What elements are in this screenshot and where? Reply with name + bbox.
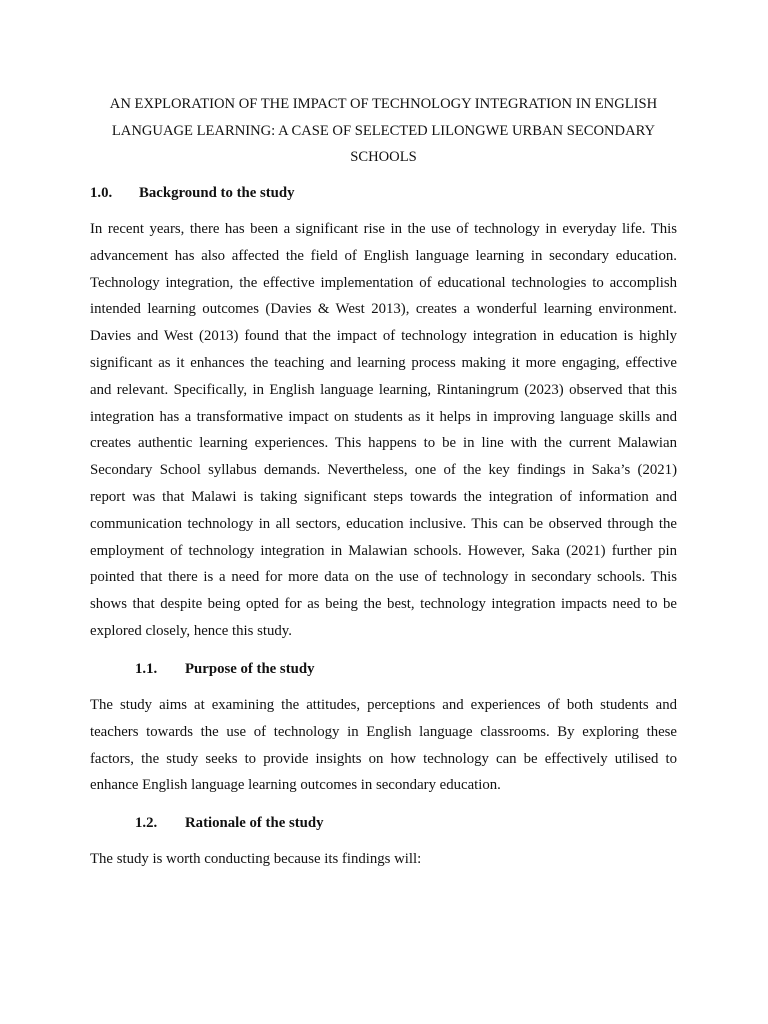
- paragraph-line: communication technology in all sectors, education inclusive. This can be observed through the: [90, 515, 677, 532]
- background-paragraph: [90, 216, 677, 645]
- paragraph-line: significant as it enhances the teaching and learning process making it more engaging, effective: [90, 354, 677, 371]
- section-number: 1.0.: [90, 185, 113, 201]
- paragraph-line: employment of technology integration in Malawian schools. However, Saka (2021) further pin: [90, 542, 677, 559]
- paragraph-line: teachers towards the use of technology in English language classrooms. By exploring these: [90, 723, 677, 740]
- section-title: Background to the study: [139, 185, 295, 201]
- section-title: Rationale of the study: [185, 815, 324, 831]
- paragraph-line: intended learning outcomes (Davies & West 2013), creates a wonderful learning environment.: [90, 301, 677, 318]
- paragraph-line: Technology integration, the effective implementation of educational technologies to accomplish: [90, 274, 677, 291]
- paragraph-line: In recent years, there has been a significant rise in the use of technology in everyday life. This: [90, 221, 677, 237]
- title-line: AN EXPLORATION OF THE IMPACT OF TECHNOLOGY INTEGRATION IN ENGLISH: [109, 96, 658, 112]
- paragraph-line: shows that despite being opted for as being the best, technology integration impacts need to be: [90, 596, 677, 613]
- paragraph-line: report was that Malawi is taking significant steps towards the integration of information and: [90, 488, 677, 505]
- document-title: [90, 91, 677, 171]
- paragraph-line: and relevant. Specifically, in English language learning, Rintaningrum (2023) observed that this: [90, 381, 677, 398]
- paragraph-line: advancement has also affected the field of English language learning in secondary education.: [90, 247, 677, 264]
- paragraph-line: pointed that there is a need for more data on the use of technology in secondary schools. This: [90, 569, 677, 586]
- section-number: 1.2.: [135, 815, 158, 831]
- title-line: LANGUAGE LEARNING: A CASE OF SELECTED LILONGWE URBAN SECONDARY: [111, 122, 656, 139]
- paragraph-line: The study aims at examining the attitudes, perceptions and experiences of both students and: [90, 697, 677, 713]
- paragraph-line: Davies and West (2013) found that the impact of technology integration in education is highly: [90, 328, 677, 345]
- paragraph-line: Secondary School syllabus demands. Nevertheless, one of the key findings in Saka’s (2021): [90, 462, 677, 479]
- paragraph-line: The study is worth conducting because its findings will:: [90, 851, 422, 867]
- section-number: 1.1.: [135, 661, 158, 677]
- title-line: SCHOOLS: [350, 149, 417, 166]
- paragraph-line: integration has a transformative impact on students as it helps in improving language skills and: [90, 408, 677, 425]
- paragraph-line: factors, the study seeks to provide insights on how technology can be effectively utilised to: [90, 750, 677, 767]
- paragraph-line: creates authentic learning experiences. This happens to be in line with the current Malawian: [90, 435, 677, 452]
- purpose-paragraph: [90, 692, 677, 799]
- paragraph-line: enhance English language learning outcomes in secondary education.: [90, 777, 501, 794]
- paragraph-line: explored closely, hence this study.: [90, 622, 292, 639]
- rationale-paragraph: [90, 846, 677, 873]
- section-title: Purpose of the study: [185, 661, 315, 677]
